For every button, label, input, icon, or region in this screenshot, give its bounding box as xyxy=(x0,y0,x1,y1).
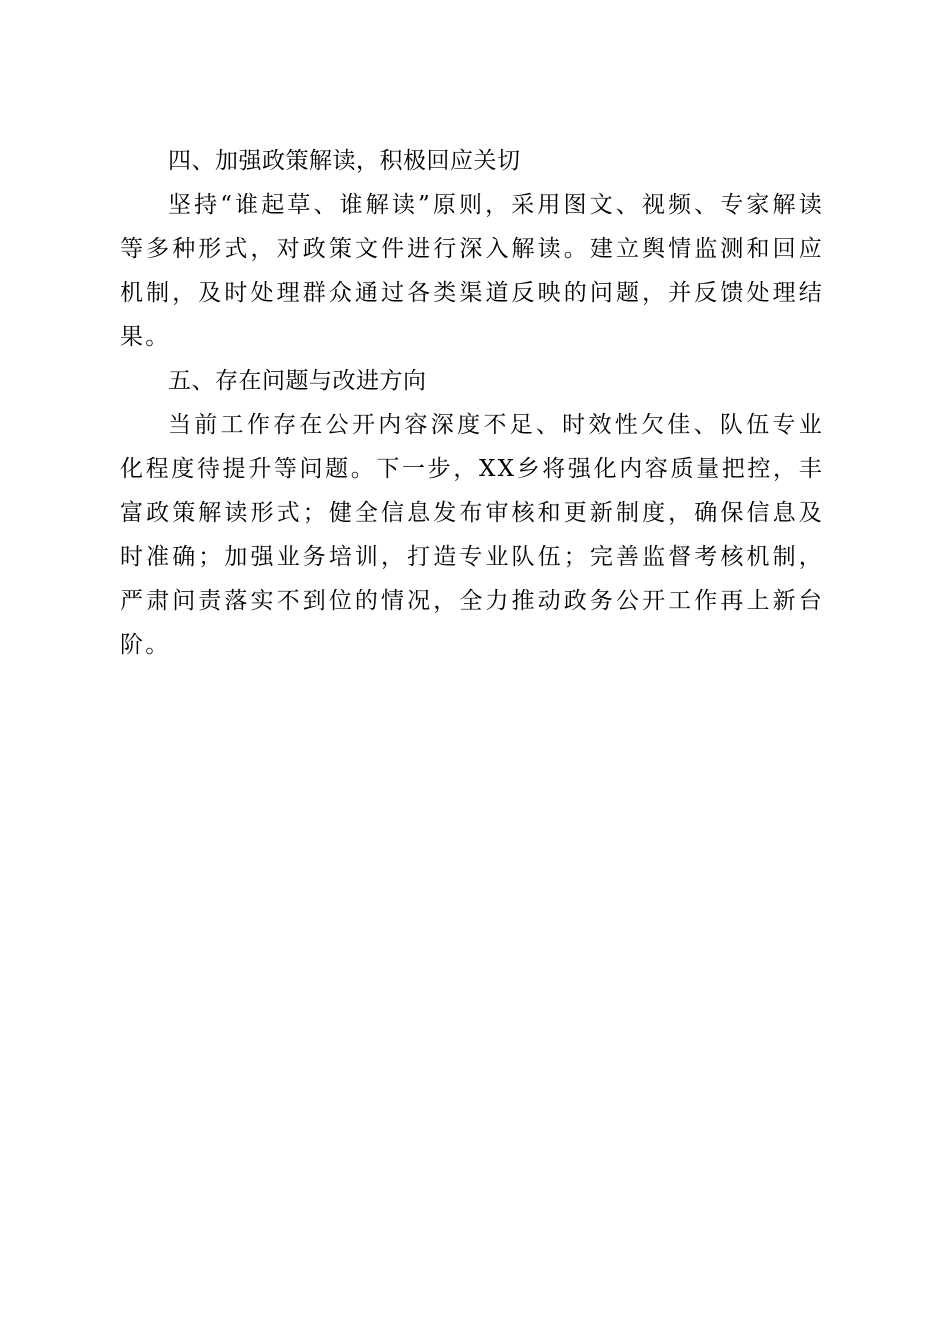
section-heading-4: 四、加强政策解读，积极回应关切 xyxy=(168,148,521,174)
document-body xyxy=(120,139,824,667)
section-heading-5: 五、存在问题与改进方向 xyxy=(168,368,427,394)
section-paragraph-5: 当前工作存在公开内容深度不足、时效性欠佳、队伍专业化程度待提升等问题。下一步，XX乡将强化内容质量把控，丰富政策解读形式；健全信息发布审核和更新制度，确保信息及时准确；加强业务培训，打造专业队伍；完善监督考核机制，严肃问责落实不到位的情况，全力推动政务公开工作再上新台阶。 xyxy=(120,412,824,658)
section-paragraph-4: 坚持“谁起草、谁解读”原则，采用图文、视频、专家解读等多种形式，对政策文件进行深入解读。建立舆情监测和回应机制，及时处理群众通过各类渠道反映的问题，并反馈处理结果。 xyxy=(120,192,824,350)
